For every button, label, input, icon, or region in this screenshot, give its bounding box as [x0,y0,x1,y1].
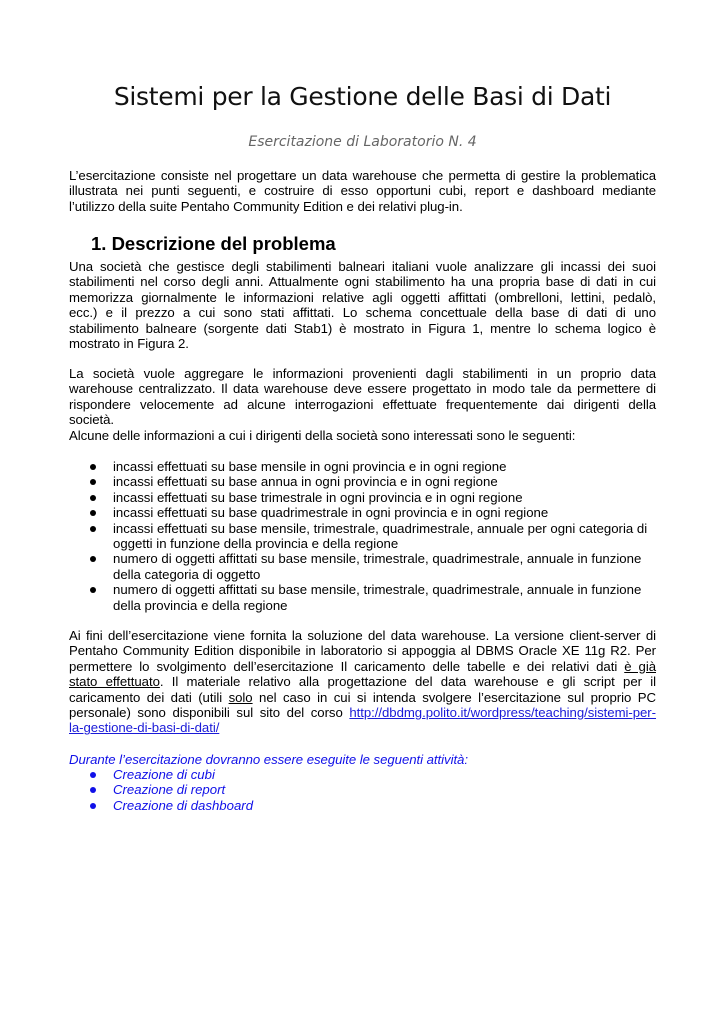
problem-description-paragraph [69,259,656,351]
course-website-link-continued[interactable]: la-gestione-di-basi-di-dati/ [69,720,220,736]
list-item-text: della categoria di oggetto [113,566,261,582]
course-website-link[interactable]: http://dbdmg.polito.it/wordpress/teaching/sistemi-per- [349,704,656,720]
list-item [87,505,657,520]
text-segment: . Il materiale relativo alla progettazione del data warehouse e gli script per il [159,674,656,690]
activities-intro [69,752,656,767]
document-subtitle: Esercitazione di Laboratorio N. 4 [248,134,477,150]
bullet-icon [90,526,96,532]
text-line: L’esercitazione consiste nel progettare un data warehouse che permetta di gestire la problematica [69,168,656,183]
text-line: Durante l’esercitazione dovranno essere eseguite le seguenti attività: [69,752,468,767]
text-line [69,690,656,705]
list-item [87,521,657,552]
text-line: memorizza giornalmente le informazioni relative agli oggetti affittati (ombrelloni, lettini, pedalò, [69,289,656,305]
activities-list [87,767,657,813]
list-item-text: oggetti in funzione della provincia e della regione [113,535,399,551]
list-item [87,767,657,782]
text-line: Ai fini dell’esercitazione viene fornita la soluzione del data warehouse. La versione client-server di [69,628,656,643]
list-item-text: numero di oggetti affittati su base mensile, trimestrale, quadrimestrale, annuale in funzione [113,551,642,567]
text-line: Una società che gestisce degli stabilimenti balneari italiani vuole analizzare gli incassi dei suoi [69,259,656,274]
bullet-icon [90,464,96,470]
text-line: La società vuole aggregare le informazioni provenienti dagli stabilimenti in un proprio data [69,366,656,381]
text-line: Alcune delle informazioni a cui i dirigenti della società sono interessati sono le seguenti: [69,427,576,443]
underlined-text: stato effettuato [69,674,160,690]
text-line: stabilimenti nel corso degli anni. Attualmente ogni stabilimento ha una propria base di dati in cui [69,274,656,290]
list-item-text: Creazione di cubi [113,767,215,782]
text-segment: permettere lo svolgimento dell’esercitazione Il caricamento delle tabelle e dei relativi dati [69,658,625,674]
list-item-text: Creazione di dashboard [113,797,254,813]
bullet-icon [90,495,96,501]
document-title: Sistemi per la Gestione delle Basi di Dati [113,82,612,111]
bullet-icon [90,587,96,593]
text-line: mostrato in Figura 2. [69,335,189,351]
text-line: società. [69,412,115,428]
text-line: ecc.) e il prezzo a cui sono stati affittati. Lo schema concettuale della base di dati di uno [69,305,656,321]
list-item-text: incassi effettuati su base mensile in ogni provincia e in ogni regione [113,459,507,474]
text-line: l’utilizzo della suite Pentaho Community Edition e dei relativi plug-in. [69,198,463,214]
list-item-text: Creazione di report [113,782,226,798]
text-line: illustrata nei punti seguenti, e costruire di esso opportuni cubi, report e dashboard mediante [69,183,656,199]
section-heading: 1. Descrizione del problema [91,233,336,254]
text-line: Pentaho Community Edition disponibile in laboratorio si appoggia al DBMS Oracle XE 11g R2. Per [69,643,656,659]
bullet-icon [90,556,96,562]
underlined-text: solo [228,689,253,705]
bullet-icon [90,479,96,485]
list-item-text: numero di oggetti affittati su base mensile, trimestrale, quadrimestrale, annuale in funzione [113,582,642,598]
list-item [87,582,657,613]
intro-paragraph [69,168,656,214]
text-line: warehouse centralizzato. Il data warehouse deve essere progettato in modo tale da permettere di [69,381,656,397]
list-item-text: incassi effettuati su base annua in ogni provincia e in ogni regione [113,474,498,490]
list-item [87,782,657,797]
text-segment: caricamento dei dati (utili [69,689,229,705]
bullet-icon [90,787,96,793]
text-line: rispondere velocemente ad alcune interrogazioni effettuate frequentemente dai dirigenti della [69,396,656,412]
text-line: stabilimento balneare (sorgente dati Stab1) è mostrato in Figura 1, mentre lo schema logico è [69,320,656,336]
aggregation-paragraph [69,366,656,443]
text-line [69,659,656,674]
text-line [69,720,656,735]
underlined-text: è già [624,658,656,674]
list-item-text: incassi effettuati su base quadrimestrale in ogni provincia e in ogni regione [113,505,549,521]
list-item [87,474,657,489]
text-line [69,674,656,689]
text-line [69,705,656,720]
solution-paragraph [69,628,656,736]
list-item-text: incassi effettuati su base mensile, trimestrale, quadrimestrale, annuale per ogni categoria di [113,520,648,536]
text-segment: personale) sono disponibili sul sito del corso [69,704,350,720]
bullet-icon [90,510,96,516]
list-item [87,459,657,474]
list-item [87,551,657,582]
bullet-icon [90,803,96,809]
list-item [87,490,657,505]
list-item [87,798,657,813]
text-segment: nel caso in cui si intenda svolgere l’esercitazione sul proprio PC [252,689,656,705]
requirements-list [87,459,657,613]
list-item-text: della provincia e della regione [113,597,288,613]
list-item-text: incassi effettuati su base trimestrale in ogni provincia e in ogni regione [113,489,523,505]
bullet-icon [90,772,96,778]
